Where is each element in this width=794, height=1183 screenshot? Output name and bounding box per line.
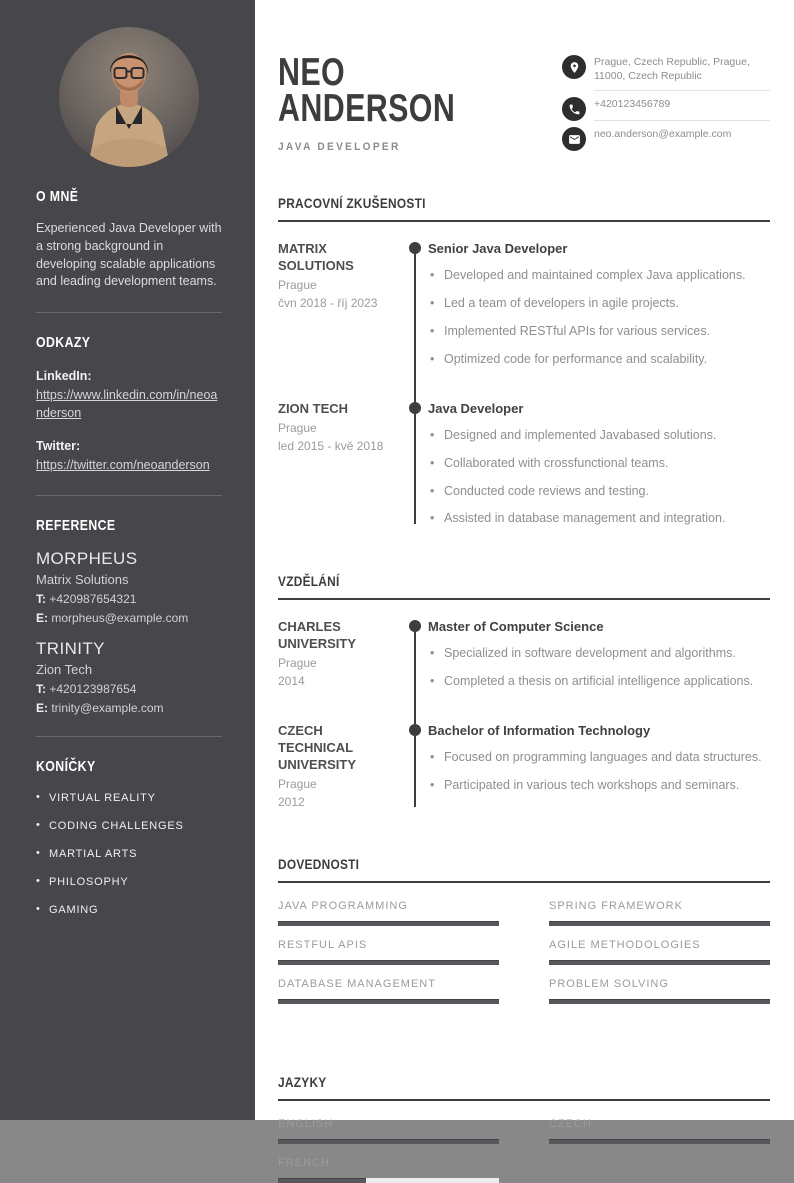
skill-label: JAVA PROGRAMMING xyxy=(278,900,408,913)
degree-title: Bachelor of Information Technology xyxy=(428,723,651,739)
job-bullet: • Collaborated with crossfunctional teams. xyxy=(428,455,770,472)
hobby-list xyxy=(36,792,222,916)
language-bar-fill xyxy=(278,1139,499,1144)
email-value: morpheus@example.com xyxy=(51,610,189,625)
school-dates: 2014 xyxy=(278,674,305,689)
education-section xyxy=(278,573,770,810)
links-heading: ODKAZY xyxy=(36,334,91,351)
timeline-dot xyxy=(409,402,421,414)
sidebar-divider xyxy=(36,312,222,313)
hobby-item: • GAMING xyxy=(36,904,222,916)
school-city: Prague xyxy=(278,656,317,671)
link-item-linkedin xyxy=(36,367,222,422)
job-body xyxy=(428,241,770,368)
language-item xyxy=(278,1118,499,1144)
job-bullet: • Led a team of developers in agile projects. xyxy=(428,295,770,312)
job-title: Senior Java Developer xyxy=(428,241,568,257)
job-bullets xyxy=(428,427,770,528)
reference-company: Zion Tech xyxy=(36,661,93,677)
skill-bar xyxy=(549,960,770,965)
twitter-link[interactable]: https://twitter.com/neoanderson xyxy=(36,457,210,472)
education-bullets xyxy=(428,645,770,690)
email-label: E: xyxy=(36,610,48,625)
phone-label: T: xyxy=(36,681,46,696)
timeline-dot xyxy=(409,620,421,632)
hobby-item: • CODING CHALLENGES xyxy=(36,820,222,832)
skill-bar xyxy=(549,921,770,926)
language-bar-fill xyxy=(278,1178,366,1183)
linkedin-link[interactable]: https://www.linkedin.com/in/neoanderson xyxy=(36,387,218,420)
job-city: Prague xyxy=(278,420,317,435)
education-body xyxy=(428,619,770,690)
skill-item xyxy=(549,939,770,965)
education-bullet: • Completed a thesis on artificial intelligence applications. xyxy=(428,673,770,690)
language-bar xyxy=(278,1139,499,1144)
contact-phone-row xyxy=(562,97,770,121)
skills-heading: DOVEDNOSTI xyxy=(278,856,360,873)
contact-email-row xyxy=(562,127,770,151)
experience-heading-rule xyxy=(278,195,770,222)
job-company: ZION TECH xyxy=(278,400,349,416)
phone-value: +420123987654 xyxy=(49,681,137,696)
job-dates: led 2015 - kvě 2018 xyxy=(278,438,384,453)
skill-label: AGILE METHODOLOGIES xyxy=(549,939,701,952)
skill-bar-fill xyxy=(549,960,770,965)
skill-item xyxy=(549,900,770,926)
about-section xyxy=(36,188,222,291)
name-block xyxy=(278,51,562,157)
experience-heading: PRACOVNÍ ZKUŠENOSTI xyxy=(278,195,426,212)
phone-icon xyxy=(562,97,586,121)
skill-item xyxy=(549,978,770,1004)
last-name: ANDERSON xyxy=(278,86,456,130)
education-bullet: • Participated in various tech workshops and seminars. xyxy=(428,777,770,794)
job-meta xyxy=(278,241,400,368)
skill-bar-fill xyxy=(278,999,499,1004)
skill-bar xyxy=(549,999,770,1004)
skill-label: DATABASE MANAGEMENT xyxy=(278,978,436,991)
reference-name: MORPHEUS xyxy=(36,548,138,568)
email-icon xyxy=(562,127,586,151)
language-label: CZECH xyxy=(549,1118,592,1131)
skill-item xyxy=(278,900,499,926)
job-bullets xyxy=(428,267,770,368)
profile-photo-illustration xyxy=(59,27,199,167)
contact-location-row xyxy=(562,55,770,91)
experience-timeline xyxy=(278,241,770,527)
job-bullet: • Assisted in database management and integration. xyxy=(428,510,770,527)
language-bar xyxy=(549,1139,770,1144)
about-text: Experienced Java Developer with a strong background in developing scalable applications and leading development teams. xyxy=(36,221,222,289)
hobby-item: • VIRTUAL REALITY xyxy=(36,792,222,804)
hobbies-section xyxy=(36,758,222,916)
job-bullet: • Developed and maintained complex Java applications. xyxy=(428,267,770,284)
language-label: ENGLISH xyxy=(278,1118,334,1131)
contact-location: Prague, Czech Republic, Prague, 11000, Czech Republic xyxy=(594,55,770,91)
first-name: NEO xyxy=(278,51,346,94)
school-dates: 2012 xyxy=(278,794,305,809)
job-company: MATRIX SOLUTIONS xyxy=(278,241,354,274)
email-value: trinity@example.com xyxy=(51,700,164,715)
phone-value: +420987654321 xyxy=(49,591,137,606)
job-bullet: • Implemented RESTful APIs for various services. xyxy=(428,323,770,340)
hobby-item: • MARTIAL ARTS xyxy=(36,848,222,860)
language-item xyxy=(549,1118,770,1144)
education-heading-rule xyxy=(278,573,770,600)
job-bullet: • Optimized code for performance and scalability. xyxy=(428,351,770,368)
job-meta xyxy=(278,401,400,528)
school-name: CZECH TECHNICAL UNIVERSITY xyxy=(278,723,357,772)
job-role: JAVA DEVELOPER xyxy=(278,140,401,153)
contact-email: neo.anderson@example.com xyxy=(594,128,732,141)
header xyxy=(278,51,770,157)
link-label: LinkedIn: xyxy=(36,369,92,383)
languages-heading: JAZYKY xyxy=(278,1074,327,1091)
links-section xyxy=(36,334,222,474)
email-label: E: xyxy=(36,700,48,715)
hobbies-heading: KONÍČKY xyxy=(36,757,96,775)
sidebar-divider xyxy=(36,736,222,737)
link-label: Twitter: xyxy=(36,439,81,453)
skills-grid xyxy=(278,900,770,1004)
job-entry xyxy=(278,401,770,528)
languages-section xyxy=(278,1074,770,1183)
education-bullet: • Specialized in software development and algorithms. xyxy=(428,645,770,662)
reference-phone xyxy=(36,592,222,606)
timeline-dot xyxy=(409,242,421,254)
reference-item xyxy=(36,639,222,715)
job-bullet: • Conducted code reviews and testing. xyxy=(428,483,770,500)
contact-phone: +420123456789 xyxy=(594,97,770,121)
reference-item xyxy=(36,549,222,625)
language-bar xyxy=(278,1178,499,1183)
education-timeline xyxy=(278,619,770,810)
reference-email xyxy=(36,701,222,715)
language-item xyxy=(278,1157,499,1183)
education-heading: VZDĚLÁNÍ xyxy=(278,573,340,590)
main-content xyxy=(255,0,794,1170)
job-title: Java Developer xyxy=(428,400,524,416)
skill-bar-fill xyxy=(549,999,770,1004)
reference-company: Matrix Solutions xyxy=(36,571,129,587)
school-city: Prague xyxy=(278,776,317,791)
skill-label: RESTFUL APIS xyxy=(278,939,368,952)
timeline-dot xyxy=(409,724,421,736)
skill-label: PROBLEM SOLVING xyxy=(549,978,669,991)
skill-bar-fill xyxy=(549,921,770,926)
skills-heading-rule xyxy=(278,856,770,883)
job-body xyxy=(428,401,770,528)
sidebar-divider xyxy=(36,495,222,496)
education-bullets xyxy=(428,749,770,794)
language-bar-fill xyxy=(549,1139,770,1144)
languages-heading-rule xyxy=(278,1074,770,1101)
references-section xyxy=(36,517,222,715)
skill-label: SPRING FRAMEWORK xyxy=(549,900,683,913)
skill-bar xyxy=(278,999,499,1004)
reference-email xyxy=(36,611,222,625)
skills-section xyxy=(278,856,770,1004)
skill-item xyxy=(278,978,499,1004)
education-body xyxy=(428,723,770,810)
references-heading: REFERENCE xyxy=(36,516,116,534)
language-label: FRENCH xyxy=(278,1157,330,1170)
experience-section xyxy=(278,195,770,527)
degree-title: Master of Computer Science xyxy=(428,619,604,635)
profile-photo xyxy=(59,27,199,167)
education-entry xyxy=(278,619,770,690)
job-city: Prague xyxy=(278,278,317,293)
contact-block xyxy=(562,55,770,157)
skill-item xyxy=(278,939,499,965)
education-meta xyxy=(278,619,400,690)
sidebar xyxy=(0,0,255,1120)
skill-bar-fill xyxy=(278,921,499,926)
reference-name: TRINITY xyxy=(36,638,105,658)
education-bullet: • Focused on programming languages and data structures. xyxy=(428,749,770,766)
hobby-item: • PHILOSOPHY xyxy=(36,876,222,888)
skill-bar xyxy=(278,921,499,926)
job-bullet: • Designed and implemented Javabased solutions. xyxy=(428,427,770,444)
location-icon xyxy=(562,55,586,79)
job-dates: čvn 2018 - říj 2023 xyxy=(278,296,378,311)
school-name: CHARLES UNIVERSITY xyxy=(278,619,357,652)
languages-grid xyxy=(278,1118,770,1183)
education-meta xyxy=(278,723,400,810)
skill-bar xyxy=(278,960,499,965)
phone-label: T: xyxy=(36,591,46,606)
link-item-twitter xyxy=(36,437,222,474)
skill-bar-fill xyxy=(278,960,499,965)
reference-phone xyxy=(36,682,222,696)
about-heading: O MNĚ xyxy=(36,188,79,205)
education-entry xyxy=(278,723,770,810)
job-entry xyxy=(278,241,770,368)
